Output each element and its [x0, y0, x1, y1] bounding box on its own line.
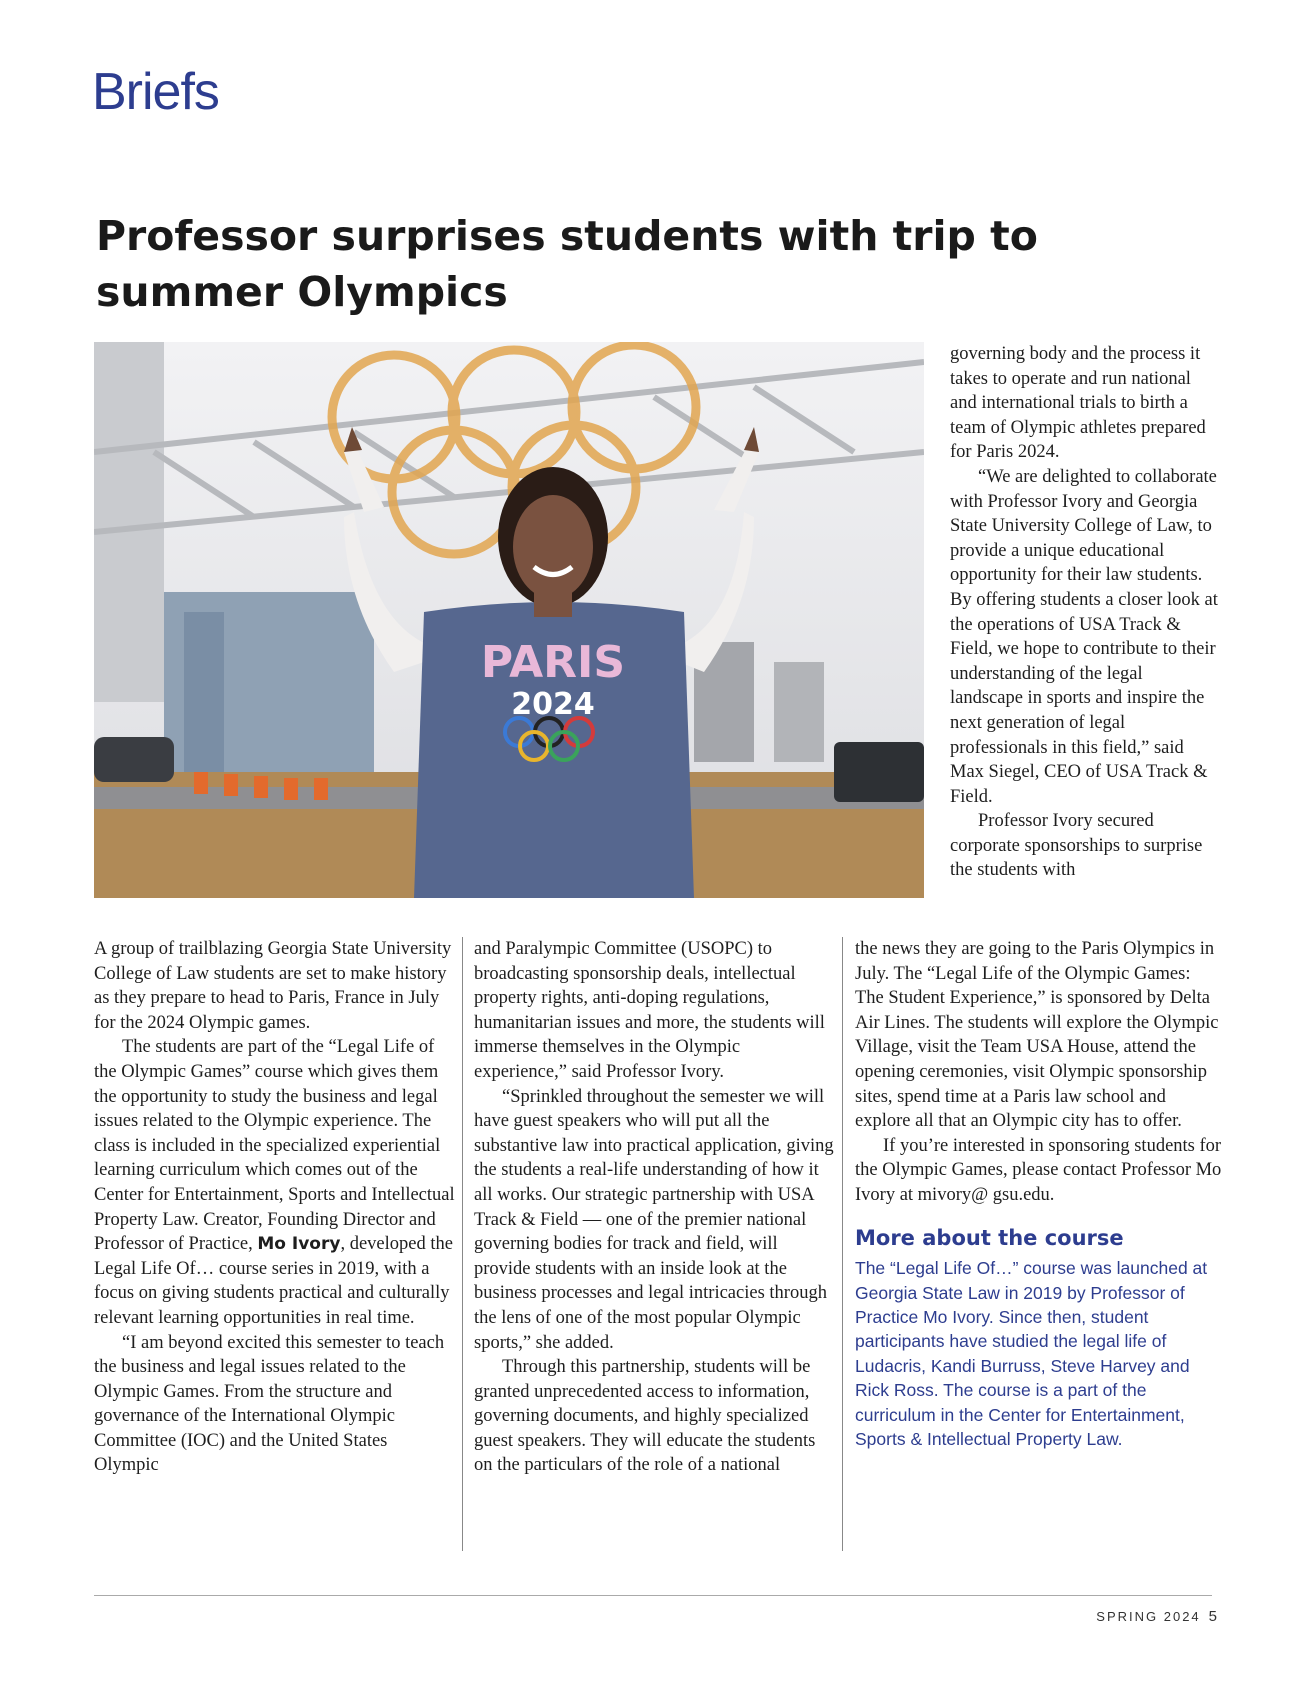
truck [834, 742, 924, 802]
paragraph: the news they are going to the Paris Olympics in July. The “Legal Life of the Olympic Games: The Student Experience,” is sponsored by Delta Air Lines. The students will explore the Olympic Village, visit the Team USA House, attend the opening ceremonies, visit Olympic sponsorship sites, spend time at a Paris law school and explore all that an Olympic city has to offer. [855, 939, 1219, 1132]
article-photo [94, 342, 924, 898]
section-title: Briefs [92, 63, 219, 121]
professor-name: Mo Ivory [257, 1234, 341, 1255]
right-column-top [950, 342, 1220, 883]
paragraph: “We are delighted to collaborate with Professor Ivory and Georgia State University College of Law, to provide a unique educational opportunity for their law students. By offering students a closer look at the operations of USA Track & Field, we hope to contribute to their understanding of the legal landscape in sports and inspire the next generation of legal professionals in this field,” said Max Siegel, CEO of USA Track & Field. [950, 466, 1218, 807]
paragraph: and Paralympic Committee (USOPC) to broadcasting sponsorship deals, intellectual property rights, anti-doping regulations, humanitarian issues and more, the students will immerse themselves in the Olympic experience,” said Professor Ivory. [474, 939, 825, 1082]
issue-label: SPRING 2024 [1096, 1609, 1201, 1624]
article-column-1 [94, 937, 456, 1478]
paragraph: If you’re interested in sponsoring students for the Olympic Games, please contact Professor Mo Ivory at mivory@ gsu.edu. [855, 1135, 1222, 1205]
footer-rule [94, 1595, 1212, 1596]
paragraph: Professor Ivory secured corporate sponsorships to surprise the students with [950, 811, 1203, 881]
paragraph: “I am beyond excited this semester to teach the business and legal issues related to the Olympic Games. From the structure and governance of the International Olympic Committee (IOC) and the United States Olympic [94, 1332, 445, 1476]
shirt-word: PARIS [480, 637, 626, 688]
paragraph: “Sprinkled throughout the semester we will have guest speakers who will put all the substantive law into practical application, giving the students a real-life understanding of how it all works. Our strategic partnership with USA Track & Field — one of the premier national governing bodies for track and field, will provide students with an inside look at the business processes and legal intricacies through the lens of one of the most popular Olympic sports,” she added. [474, 1086, 834, 1353]
paragraph: A group of trailblazing Georgia State University College of Law students are set to make history as they prepare to head to Paris, France in July for the 2024 Olympic games. [94, 939, 452, 1033]
building [184, 612, 224, 782]
page-footer [1096, 1608, 1217, 1625]
car [94, 737, 174, 782]
article-column-3 [855, 937, 1223, 1451]
text-run: The students are part of the “Legal Life of the Olympic Games” course which gives them the opportunity to study the business and legal issues related to the Olympic experience. The class is included in the specialized experiential learning curriculum which comes out of the Center for Entertainment, Sports and Intellectual Property Law. Creator, Founding Director and Professor of Practice, [94, 1037, 455, 1255]
paragraph [94, 1035, 456, 1330]
paragraph: Through this partnership, students will be granted unprecedented access to information, governing documents, and highly specialized guest speakers. They will educate the students on the particulars of the role of a national [474, 1357, 816, 1476]
column-divider [842, 937, 843, 1551]
sidebar-title: More about the course [855, 1225, 1124, 1250]
article-headline: Professor surprises students with trip to summer Olympics [96, 212, 1038, 316]
article-column-2 [474, 937, 834, 1478]
page-number: 5 [1208, 1608, 1217, 1625]
paragraph: governing body and the process it takes to operate and run national and international trials to birth a team of Olympic athletes prepared for Paris 2024. [950, 344, 1206, 463]
sidebar-body: The “Legal Life Of…” course was launched at Georgia State Law in 2019 by Professor of Practice Mo Ivory. Since then, student participants have studied the legal life of Ludacris, Kandi Burruss, Steve Harvey and Rick Ross. The course is a part of the curriculum in the Center for Entertainment, Sports & Intellectual Property Law. [855, 1258, 1208, 1449]
photo-illustration [94, 342, 924, 898]
text-run: , developed the Legal Life Of… course series in 2019, with a focus on giving students practical and culturally relevant learning opportunities in real time. [94, 1234, 453, 1328]
column-divider [462, 937, 463, 1551]
building [774, 662, 824, 762]
shirt-year: 2024 [511, 687, 595, 722]
